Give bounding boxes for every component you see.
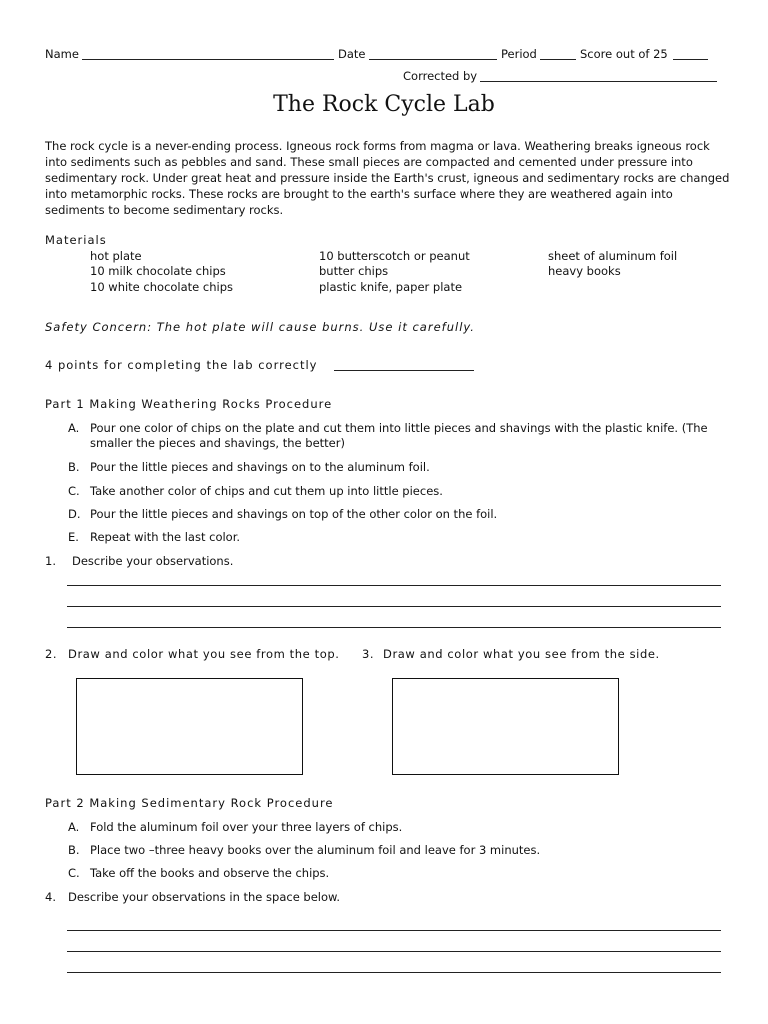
answer-line[interactable] <box>67 972 721 973</box>
part1-heading: Part 1 Making Weathering Rocks Procedure <box>45 397 333 411</box>
materials-heading: Materials <box>45 233 107 247</box>
step-letter: B. <box>68 843 80 857</box>
step-text: Pour the little pieces and shavings on to the aluminum foil. <box>90 460 430 474</box>
corrected-by-label: Corrected by <box>403 69 478 83</box>
question-3-number: 3. <box>362 647 375 661</box>
answer-line[interactable] <box>67 930 721 931</box>
question-1-text: Describe your observations. <box>72 554 234 568</box>
materials-col2-item: butter chips <box>319 264 389 278</box>
step-letter: B. <box>68 460 80 474</box>
materials-col1-item: hot plate <box>90 249 142 263</box>
step-text: Pour the little pieces and shavings on top of the other color on the foil. <box>90 507 498 521</box>
score-field[interactable] <box>673 59 708 60</box>
intro-text: The rock cycle is a never-ending process. Igneous rock forms from magma or lava. Weathering breaks igneous rock into sediments such as pebbles and sand. These small pieces are compacted and cemented under pressure into sedimentary rock. Under great heat and pressure inside the Earth's crust, igneous and sedimentary rocks are changed into metamorphic rocks. These rocks are brought to the earth's surface where they are weathered again into sediments to become sedimentary rocks. <box>45 139 730 217</box>
points-field[interactable] <box>334 370 474 371</box>
materials-col1-item: 10 white chocolate chips <box>90 280 234 294</box>
date-field[interactable] <box>369 59 497 60</box>
materials-col2-item: 10 butterscotch or peanut <box>319 249 470 263</box>
step-letter: D. <box>68 507 81 521</box>
answer-line[interactable] <box>67 951 721 952</box>
step-text: Take another color of chips and cut them up into little pieces. <box>90 484 443 498</box>
corrected-by-field[interactable] <box>480 81 717 82</box>
safety-concern: Safety Concern: The hot plate will cause burns. Use it carefully. <box>45 320 475 334</box>
step-text: Take off the books and observe the chips. <box>90 866 330 880</box>
step-letter: C. <box>68 484 80 498</box>
step-letter: E. <box>68 530 79 544</box>
step-letter: A. <box>68 421 80 435</box>
name-field[interactable] <box>82 59 334 60</box>
question-1-number: 1. <box>45 554 56 568</box>
top-view-drawing-box[interactable] <box>76 678 303 775</box>
step-text: Fold the aluminum foil over your three layers of chips. <box>90 820 403 834</box>
question-2-text: Draw and color what you see from the top. <box>68 647 340 661</box>
period-field[interactable] <box>540 59 576 60</box>
question-4-number: 4. <box>45 890 56 904</box>
materials-col3-item: heavy books <box>548 264 621 278</box>
question-3-text: Draw and color what you see from the side. <box>383 647 660 661</box>
answer-line[interactable] <box>67 606 721 607</box>
page-title: The Rock Cycle Lab <box>273 92 495 117</box>
step-letter: A. <box>68 820 80 834</box>
side-view-drawing-box[interactable] <box>392 678 619 775</box>
name-label: Name <box>45 47 79 61</box>
materials-col1-item: 10 milk chocolate chips <box>90 264 226 278</box>
intro-paragraph <box>45 138 735 218</box>
answer-line[interactable] <box>67 627 721 628</box>
question-2-number: 2. <box>45 647 58 661</box>
question-4-text: Describe your observations in the space below. <box>68 890 341 904</box>
materials-col3-item: sheet of aluminum foil <box>548 249 678 263</box>
step-letter: C. <box>68 866 80 880</box>
answer-line[interactable] <box>67 585 721 586</box>
score-label: Score out of 25 <box>580 47 668 61</box>
period-label: Period <box>501 47 537 61</box>
points-statement: 4 points for completing the lab correctly <box>45 358 318 372</box>
materials-col2-item: plastic knife, paper plate <box>319 280 463 294</box>
step-text: Place two –three heavy books over the aluminum foil and leave for 3 minutes. <box>90 843 541 857</box>
date-label: Date <box>338 47 366 61</box>
step-text: Repeat with the last color. <box>90 530 241 544</box>
part2-heading: Part 2 Making Sedimentary Rock Procedure <box>45 796 334 810</box>
step-text: Pour one color of chips on the plate and cut them into little pieces and shavings with the plastic knife. (The smaller the pieces and shavings, the better) <box>90 421 708 450</box>
